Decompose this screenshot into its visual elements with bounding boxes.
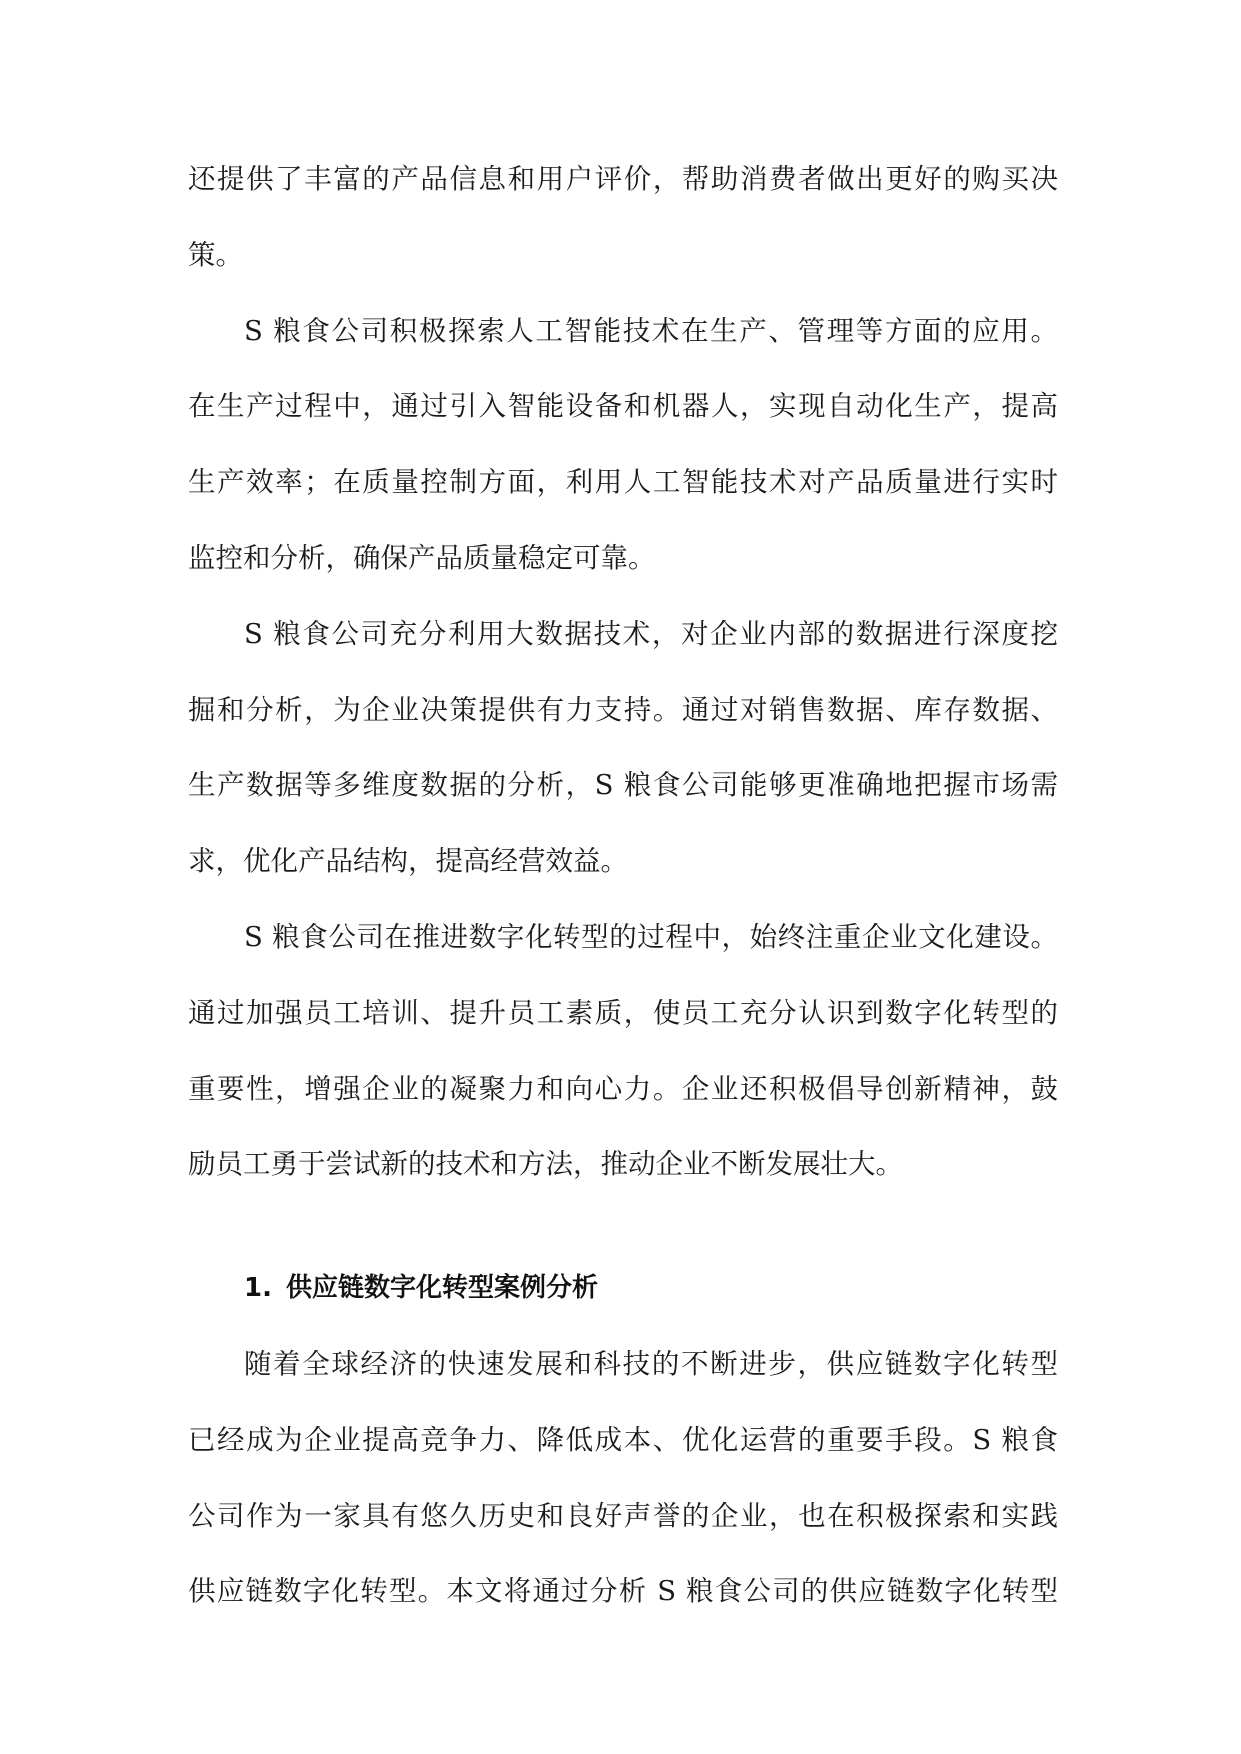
section-title: 供应链数字化转型案例分析 [286, 1273, 599, 1304]
text-line: 掘和分析，为企业决策提供有力支持。通过对销售数据、库存数据、 [188, 693, 1058, 726]
text-line: S 粮食公司充分利用大数据技术，对企业内部的数据进行深度挖 [244, 617, 1058, 650]
paragraph-continued [188, 142, 1058, 294]
text-line: 通过加强员工培训、提升员工素质，使员工充分认识到数字化转型的 [188, 996, 1058, 1029]
text-line: S 粮食公司积极探索人工智能技术在生产、管理等方面的应用。 [244, 314, 1058, 347]
text-line: 重要性，增强企业的凝聚力和向心力。企业还积极倡导创新精神，鼓 [188, 1072, 1058, 1105]
text-line: 生产效率；在质量控制方面，利用人工智能技术对产品质量进行实时 [188, 466, 1058, 499]
text-line: 已经成为企业提高竞争力、降低成本、优化运营的重要手段。S 粮食 [188, 1423, 1058, 1456]
paragraph-big-data [188, 597, 1058, 900]
text-line: 公司作为一家具有悠久历史和良好声誉的企业，也在积极探索和实践 [188, 1499, 1058, 1532]
text-line: 生产数据等多维度数据的分析，S 粮食公司能够更准确地把握市场需 [188, 769, 1058, 802]
text-line: 在生产过程中，通过引入智能设备和机器人，实现自动化生产，提高 [188, 390, 1058, 423]
text-line: 还提供了丰富的产品信息和用户评价，帮助消费者做出更好的购买决 [188, 163, 1058, 195]
paragraph-supply-chain [188, 1327, 1058, 1630]
section-spacing [188, 1203, 1058, 1251]
text-line: 策。 [188, 238, 243, 271]
text-line: 监控和分析，确保产品质量稳定可靠。 [188, 541, 656, 574]
document-body [188, 142, 1058, 1630]
paragraph-ai-technology [188, 294, 1058, 597]
section-heading [188, 1251, 1058, 1327]
text-line: 随着全球经济的快速发展和科技的不断进步，供应链数字化转型 [244, 1347, 1058, 1380]
text-line: 求，优化产品结构，提高经营效益。 [188, 845, 628, 878]
section-number: 1. [244, 1273, 272, 1304]
text-line: 励员工勇于尝试新的技术和方法，推动企业不断发展壮大。 [188, 1148, 903, 1181]
text-line: 供应链数字化转型。本文将通过分析 S 粮食公司的供应链数字化转型 [188, 1575, 1058, 1608]
paragraph-corporate-culture [188, 900, 1058, 1203]
text-line: S 粮食公司在推进数字化转型的过程中，始终注重企业文化建设。 [244, 920, 1058, 953]
